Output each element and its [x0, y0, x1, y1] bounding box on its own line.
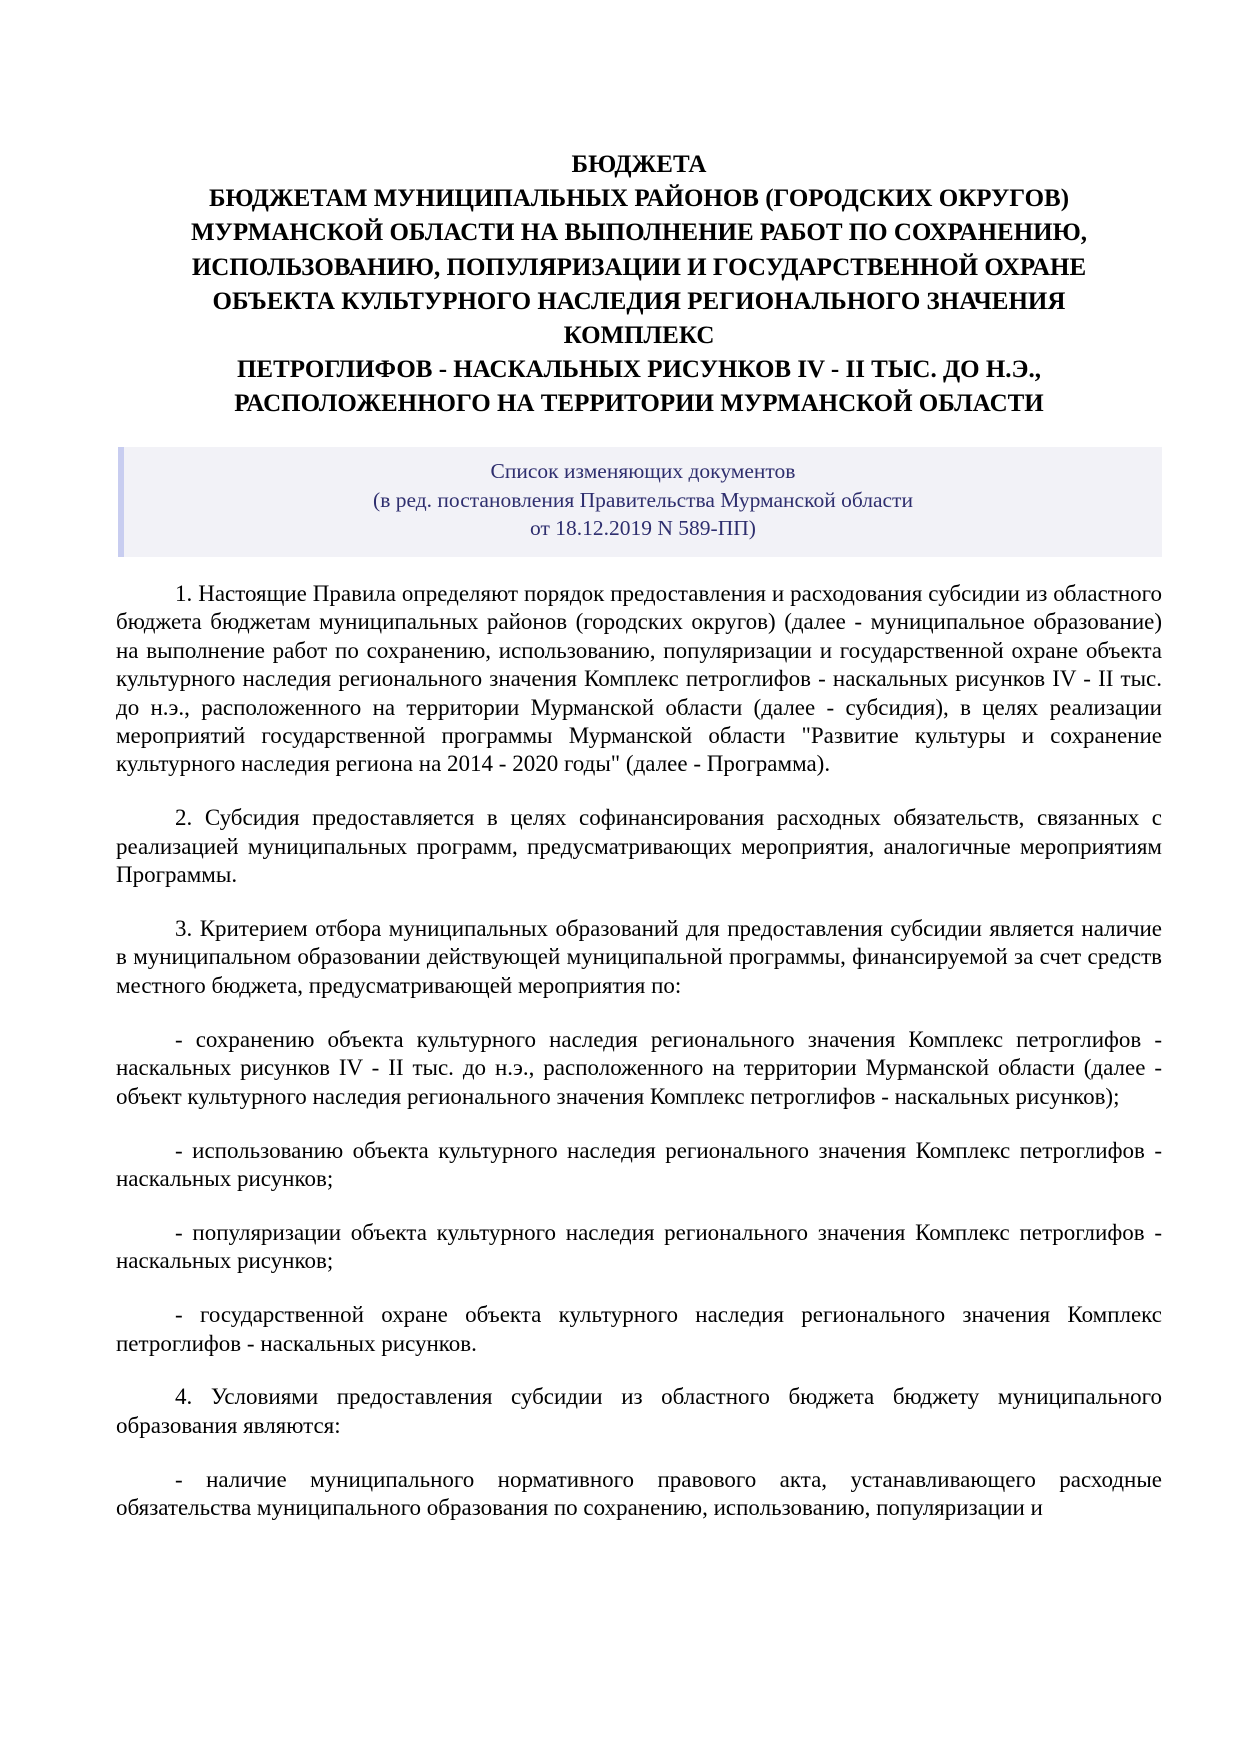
list-item: - государственной охране объекта культурного наследия регионального значения Комплекс петроглифов - наскальных рисунков. [116, 1302, 1162, 1356]
title-line: БЮДЖЕТАМ МУНИЦИПАЛЬНЫХ РАЙОНОВ (ГОРОДСКИХ ОКРУГОВ) [208, 185, 1070, 213]
document-title [116, 148, 1162, 422]
document-body [116, 580, 1162, 1548]
amendments-heading: Список изменяющих документов [490, 459, 796, 483]
title-line: БЮДЖЕТА [571, 151, 707, 178]
title-line: КОМПЛЕКС [563, 322, 715, 350]
amendments-box [118, 447, 1162, 557]
amendments-line: (в ред. постановления Правительства Мурманской области [373, 487, 913, 512]
title-line: ИСПОЛЬЗОВАНИЮ, ПОПУЛЯРИЗАЦИИ И ГОСУДАРСТВЕННОЙ ОХРАНЕ [191, 253, 1087, 281]
paragraph-2: 2. Субсидия предоставляется в целях софинансирования расходных обязательств, связанных с реализацией муниципальных программ, предусматривающих мероприятия, аналогичные мероприятиям Программы. [116, 805, 1162, 888]
amendments-line: от 18.12.2019 N 589-ПП) [530, 516, 756, 540]
title-line: ОБЪЕКТА КУЛЬТУРНОГО НАСЛЕДИЯ РЕГИОНАЛЬНОГО ЗНАЧЕНИЯ [212, 287, 1066, 315]
title-line: РАСПОЛОЖЕННОГО НА ТЕРРИТОРИИ МУРМАНСКОЙ ОБЛАСТИ [234, 390, 1044, 418]
title-line: ПЕТРОГЛИФОВ - НАСКАЛЬНЫХ РИСУНКОВ IV - II ТЫС. ДО Н.Э., [236, 356, 1042, 384]
list-item: - популяризации объекта культурного наследия регионального значения Комплекс петроглифов - наскальных рисунков; [116, 1219, 1162, 1274]
paragraph-3: 3. Критерием отбора муниципальных образований для предоставления субсидии является наличие в муниципальном образовании действующей муниципальной программы, финансируемой за счет средств местного бюджета, предусматривающей мероприятия по: [116, 916, 1162, 998]
list-item: - наличие муниципального нормативного правового акта, устанавливающего расходные обязательства муниципального образования по сохранению, использованию, популяризации и [116, 1466, 1162, 1521]
paragraph-4: 4. Условиями предоставления субсидии из областного бюджета бюджету муниципального образования являются: [116, 1384, 1162, 1438]
paragraph-1: 1. Настоящие Правила определяют порядок предоставления и расходования субсидии из областного бюджета бюджетам муниципальных районов (городских округов) (далее - муниципальное образование) на выполнение работ по сохранению, использованию, популяризации и государственной охране объекта культурного наследия регионального значения Комплекс петроглифов - наскальных рисунков IV - II тыс. до н.э., расположенного на территории Мурманской области (далее - субсидия), в целях реализации мероприятий государственной программы Мурманской области "Развитие культуры и сохранение культурного наследия региона на 2014 - 2020 годы" (далее - Программа). [116, 581, 1162, 777]
list-item: - сохранению объекта культурного наследия регионального значения Комплекс петроглифов - наскальных рисунков IV - II тыс. до н.э., расположенного на территории Мурманской области (далее - объект культурного наследия регионального значения Комплекс петроглифов - наскальных рисунков); [116, 1026, 1162, 1109]
title-line: МУРМАНСКОЙ ОБЛАСТИ НА ВЫПОЛНЕНИЕ РАБОТ ПО СОХРАНЕНИЮ, [190, 219, 1088, 247]
list-item: - использованию объекта культурного наследия регионального значения Комплекс петроглифов - наскальных рисунков; [116, 1137, 1162, 1191]
